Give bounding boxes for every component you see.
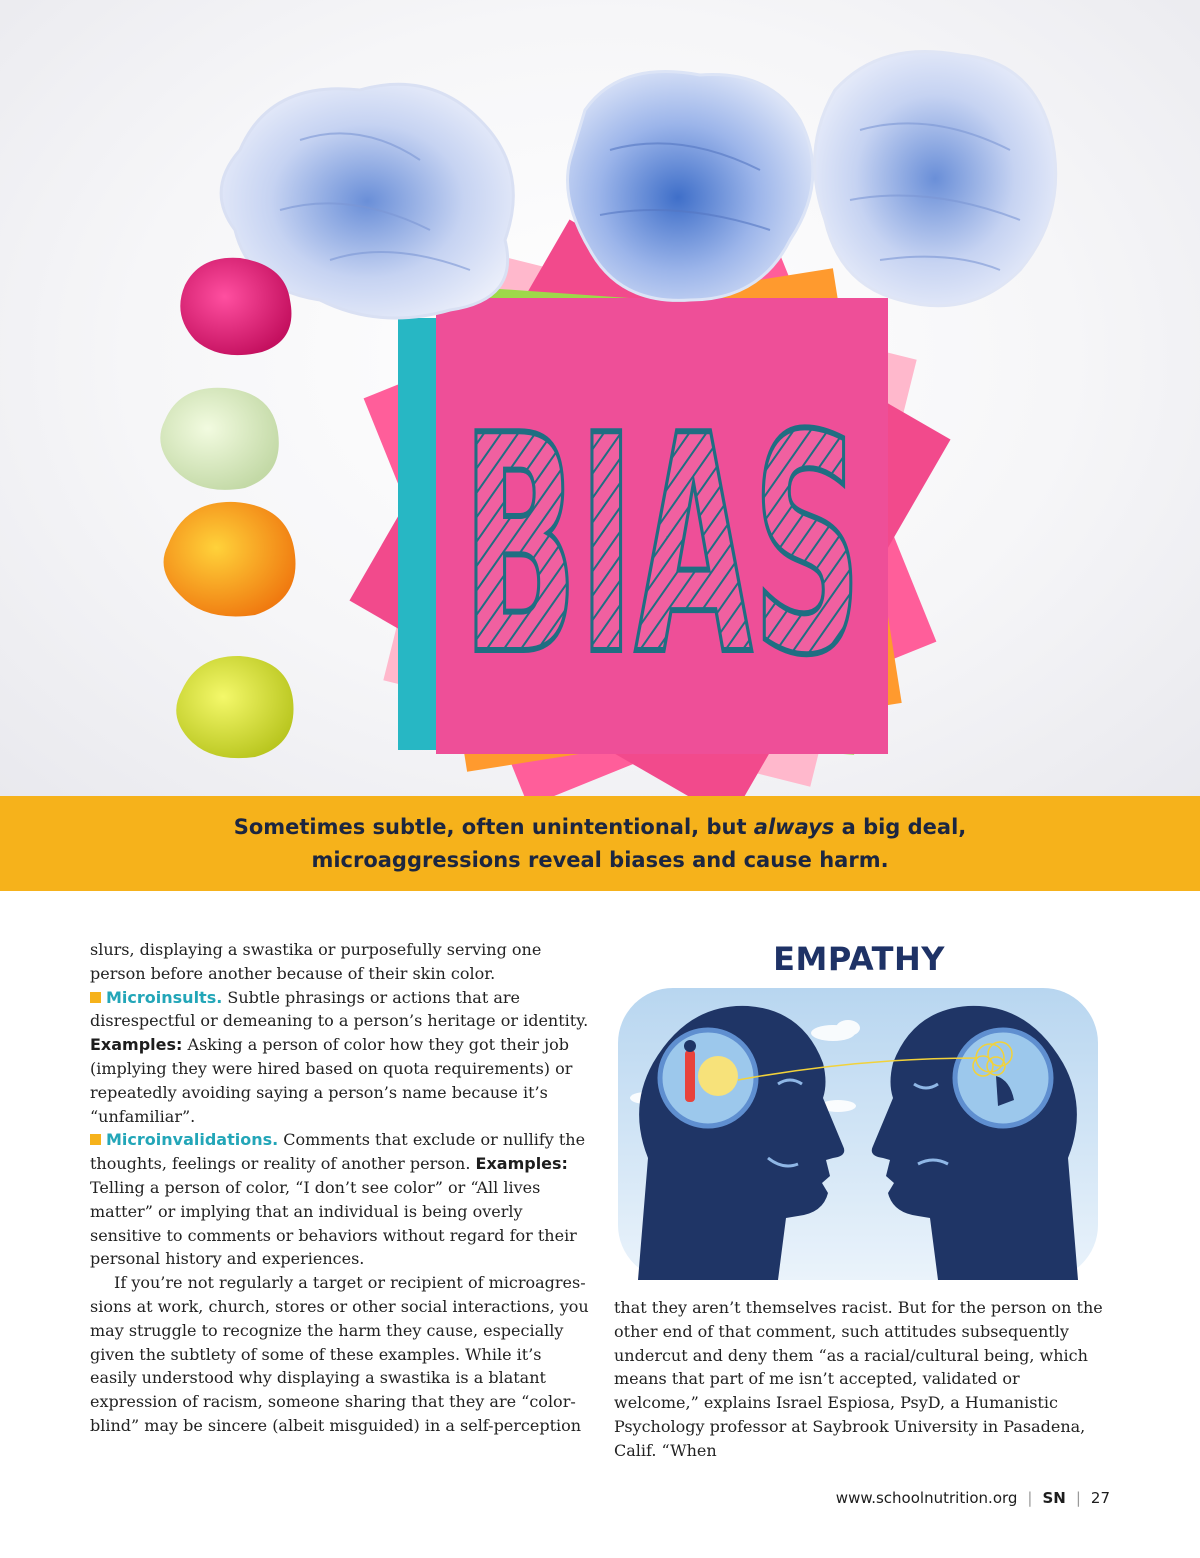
- colored-paper-balls: [160, 258, 295, 758]
- microinsults-item: Microinsults. Subtle phrasings or actions that are disrespectful or demeaning to a person’s heritage or identity. Examples: Asking a person of color how they got their job (implying they were hired based on quota requirements) or repeatedly avoiding saying a person’s name because it’s “unfamiliar”.: [90, 987, 589, 1126]
- examples-label: Examples:: [475, 1154, 568, 1174]
- footer-url: www.schoolnutrition.org: [835, 1489, 1018, 1507]
- woman-figure-icon: [685, 1050, 695, 1102]
- banner-emphasis: always: [753, 814, 835, 839]
- yarn-ball-icon: [698, 1056, 738, 1096]
- banner-line-2: microaggressions reveal biases and cause harm.: [311, 847, 889, 872]
- bullet-square-icon: [90, 992, 101, 1003]
- crumpled-paper-balls: [221, 52, 1056, 318]
- bullet-square-icon: [90, 1134, 101, 1145]
- examples-label: Examples:: [90, 1035, 183, 1055]
- body-paragraph: If you’re not regularly a target or recipient of microagres-sions at work, church, stores or other social interactions, you may struggle to recognize the harm they cause, especially given the subtlety of some of these examples. While it’s easily understood why displaying a swastika is a blatant expression of racism, someone sharing that they are “color-blind” may be sincere (albeit misguided) in a self-perception: [90, 1273, 589, 1435]
- body-paragraph: that they aren’t themselves racist. But for the person on the other end of that comment, such attitudes subsequently undercut and deny them “as a racial/cultural being, which means that part of me isn’t accepted, validated or welcome,” explains Israel Espiosa, PsyD, a Humanistic Psychology professor at Saybrook University in Pasadena, Calif. “When: [614, 1298, 1103, 1460]
- bias-note-text: BIAS: [462, 372, 862, 721]
- footer-separator: |: [1075, 1489, 1081, 1507]
- page-footer: [836, 1489, 1110, 1507]
- figure-title: EMPATHY: [773, 940, 945, 978]
- right-mind-window: [955, 1030, 1051, 1126]
- magazine-name: SN: [1042, 1489, 1066, 1507]
- empathy-illustration: [618, 988, 1098, 1280]
- left-column: [90, 938, 590, 1438]
- microinvalidations-term: Microinvalidations.: [106, 1130, 279, 1150]
- headline-banner: [0, 796, 1200, 891]
- page-number: 27: [1090, 1489, 1110, 1507]
- banner-line-1: Sometimes subtle, often unintentional, but always a big deal,: [233, 814, 967, 839]
- microinvalidations-item: Microinvalidations. Comments that exclude or nullify the thoughts, feelings or reality of another person. Examples: Telling a person of color, “I don’t see color” or “All lives matter” or implying that an individual is being overly sensitive to comments or behaviors without regard for their personal history and experiences.: [90, 1130, 586, 1269]
- intro-paragraph: slurs, displaying a swastika or purposefully serving one person before another because of their skin color.: [90, 940, 542, 983]
- microinsults-term: Microinsults.: [106, 987, 223, 1007]
- right-column: [614, 1296, 1104, 1463]
- footer-separator: |: [1027, 1489, 1033, 1507]
